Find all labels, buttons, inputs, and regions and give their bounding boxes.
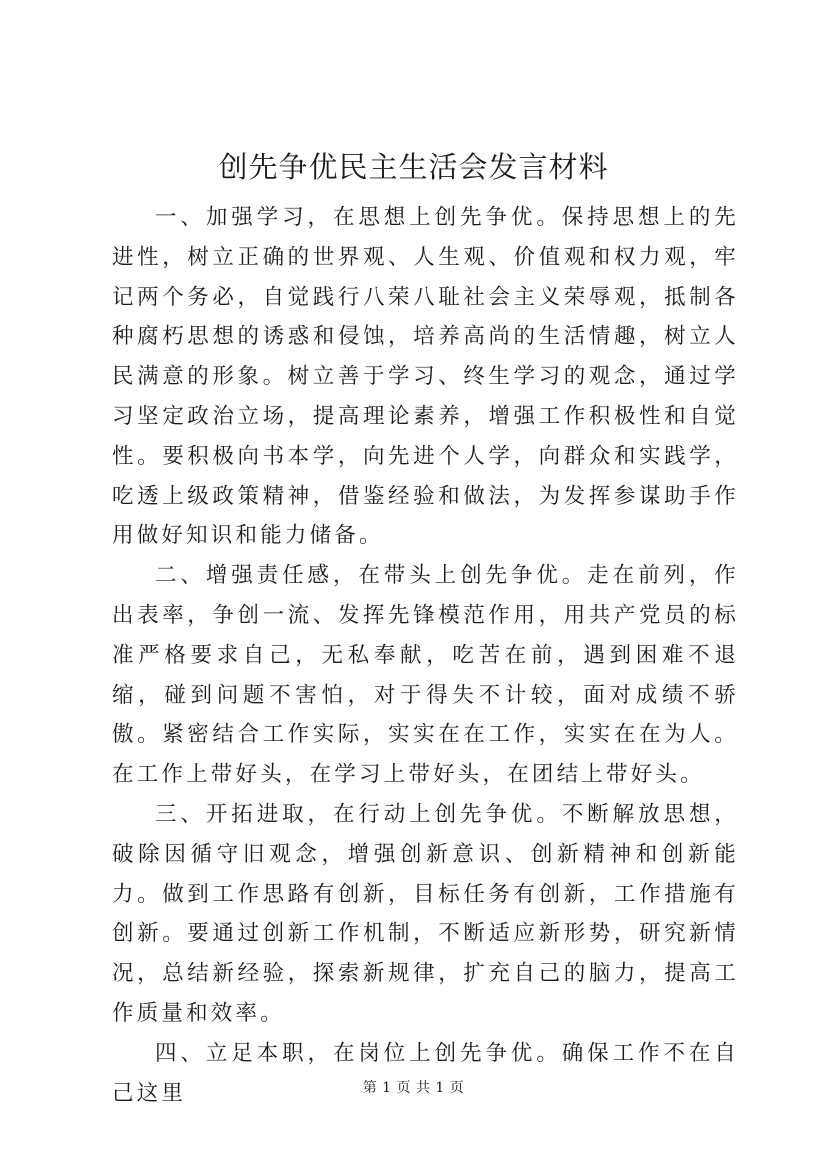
page-footer: 第 1 页 共 1 页 (362, 1080, 465, 1096)
paragraph-3: 三、开拓进取，在行动上创先争优。不断解放思想，破除因循守旧观念，增强创新意识、创新精神和创新能力。做到工作思路有创新，目标任务有创新，工作措施有创新。要通过创新工作机制，不断适应新形势，研究新情况，总结新经验，探索新规律，扩充自己的脑力，提高工作质量和效率。 (112, 801, 739, 1026)
paragraph-4: 四、立足本职，在岗位上创先争优。确保工作不在自己这里 (112, 1040, 739, 1106)
document-body (112, 198, 739, 1113)
document-title: 创先争优民主生活会发言材料 (218, 150, 609, 184)
paragraph-1: 一、加强学习，在思想上创先争优。保持思想上的先进性，树立正确的世界观、人生观、价值观和权力观，牢记两个务必，自觉践行八荣八耻社会主义荣辱观，抵制各种腐朽思想的诱惑和侵蚀，培养高尚的生活情趣，树立人民满意的形象。树立善于学习、终生学习的观念，通过学习坚定政治立场，提高理论素养，增强工作积极性和自觉性。要积极向书本学，向先进个人学，向群众和实践学，吃透上级政策精神，借鉴经验和做法，为发挥参谋助手作用做好知识和能力储备。 (112, 205, 739, 549)
paragraph-2: 二、增强责任感，在带头上创先争优。走在前列，作出表率，争创一流、发挥先锋模范作用，用共产党员的标准严格要求自己，无私奉献，吃苦在前，遇到困难不退缩，碰到问题不害怕，对于得失不计较，面对成绩不骄傲。紧密结合工作实际，实实在在工作，实实在在为人。在工作上带好头，在学习上带好头，在团结上带好头。 (112, 563, 739, 788)
